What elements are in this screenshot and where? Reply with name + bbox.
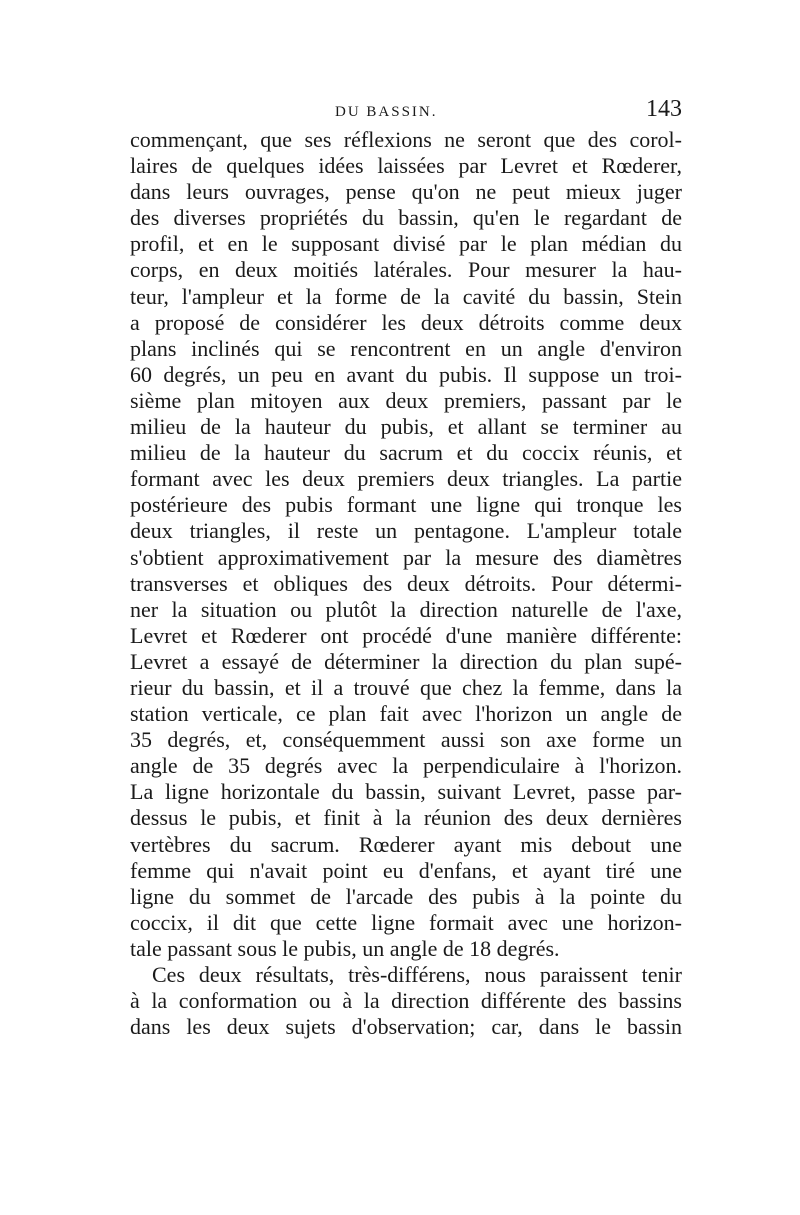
text-line: dans leurs ouvrages, pense qu'on ne peut mieux juger <box>130 179 682 205</box>
text-line: corps, en deux moitiés latérales. Pour mesurer la hau- <box>130 257 682 283</box>
text-line: La ligne horizontale du bassin, suivant Levret, passe par- <box>130 779 682 805</box>
text-line: femme qui n'avait point eu d'enfans, et ayant tiré une <box>130 857 682 883</box>
page-number: 143 <box>646 96 682 122</box>
text-line: ligne du sommet de l'arcade des pubis à la pointe du <box>130 883 682 909</box>
text-line: dessus le pubis, et finit à la réunion des deux dernières <box>130 805 682 831</box>
text-line: angle de 35 degrés avec la perpendiculaire à l'horizon. <box>130 753 682 779</box>
text-line: teur, l'ampleur et la forme de la cavité du bassin, Stein <box>130 283 682 309</box>
text-line: postérieure des pubis formant une ligne qui tronque les <box>130 492 682 518</box>
text-line: transverses et obliques des deux détroits. Pour détermi- <box>130 570 682 596</box>
text-line: a proposé de considérer les deux détroits comme deux <box>130 309 682 335</box>
text-line: sième plan mitoyen aux deux premiers, passant par le <box>130 387 682 413</box>
running-title: DU BASSIN. <box>335 104 438 120</box>
text-line: 60 degrés, un peu en avant du pubis. Il suppose un troi- <box>130 361 682 387</box>
text-line: rieur du bassin, et il a trouvé que chez la femme, dans la <box>130 674 682 700</box>
text-line: dans les deux sujets d'observation; car, dans le bassin <box>130 1014 682 1040</box>
text-line: vertèbres du sacrum. Rœderer ayant mis debout une <box>130 831 682 857</box>
text-line: station verticale, ce plan fait avec l'horizon un angle de <box>130 701 682 727</box>
text-line: s'obtient approximativement par la mesure des diamètres <box>130 544 682 570</box>
text-line: coccix, il dit que cette ligne formait avec une horizon- <box>130 909 682 935</box>
text-line: ner la situation ou plutôt la direction naturelle de l'axe, <box>130 596 682 622</box>
text-line: profil, et en le supposant divisé par le plan médian du <box>130 231 682 257</box>
text-line: commençant, que ses réflexions ne seront que des corol- <box>130 127 682 152</box>
text-line: des diverses propriétés du bassin, qu'en le regardant de <box>130 205 682 231</box>
body-text <box>130 127 682 1040</box>
text-line: Ces deux résultats, très-différens, nous paraissent tenir <box>152 962 682 987</box>
text-line: Levret et Rœderer ont procédé d'une manière différente: <box>130 622 682 648</box>
text-line: à la conformation ou à la direction différente des bassins <box>130 988 682 1014</box>
text-line: deux triangles, il reste un pentagone. L'ampleur totale <box>130 518 682 544</box>
text-line: tale passant sous le pubis, un angle de 18 degrés. <box>130 935 560 961</box>
text-line: milieu de la hauteur du sacrum et du coccix réunis, et <box>130 440 682 466</box>
text-line: plans inclinés qui se rencontrent en un angle d'environ <box>130 335 682 361</box>
text-line: Levret a essayé de déterminer la direction du plan supé- <box>130 648 682 674</box>
text-line: formant avec les deux premiers deux triangles. La partie <box>130 466 682 492</box>
text-line: milieu de la hauteur du pubis, et allant se terminer au <box>130 414 682 440</box>
text-line: 35 degrés, et, conséquemment aussi son axe forme un <box>130 727 682 753</box>
text-line: laires de quelques idées laissées par Levret et Rœderer, <box>130 153 682 179</box>
